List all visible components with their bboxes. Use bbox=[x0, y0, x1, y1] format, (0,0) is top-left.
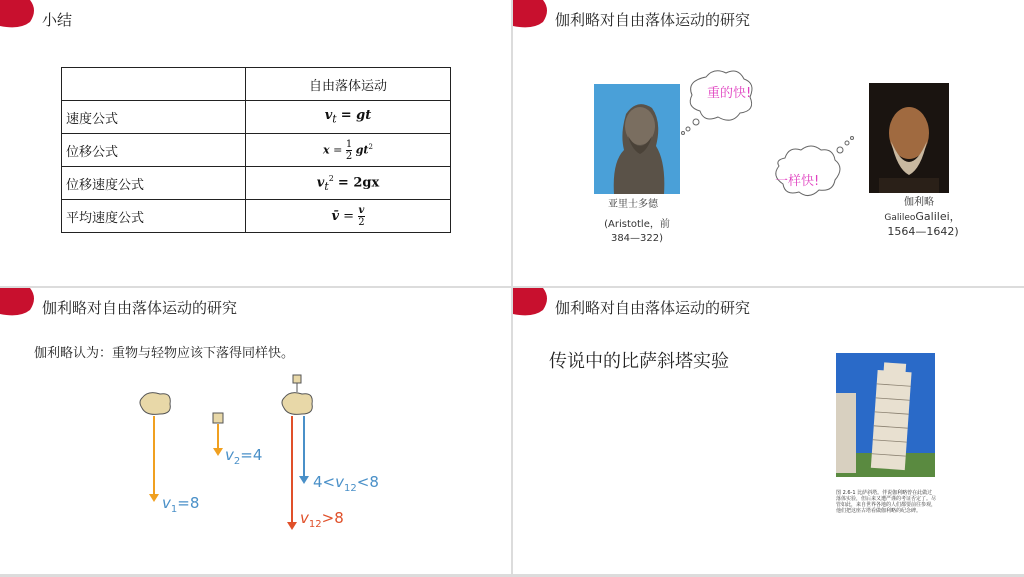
formula-velocity-displacement: $v_t^2 = 2gx$ bbox=[246, 167, 451, 200]
table-row bbox=[62, 200, 451, 233]
galileo-latin: GalileoGalilei， bbox=[884, 210, 961, 223]
aristotle-name: 亚里士多德 bbox=[608, 199, 658, 210]
tied-light-stone-icon bbox=[293, 375, 301, 383]
heavy-stone-icon bbox=[140, 393, 170, 415]
speech-bubble-left bbox=[678, 65, 758, 140]
table-row bbox=[62, 68, 451, 101]
aristotle-portrait bbox=[594, 84, 680, 194]
v2-label: $v_2=4$ bbox=[225, 446, 263, 467]
speech-bubble-right bbox=[767, 130, 857, 210]
row-label: 速度公式 bbox=[62, 101, 246, 134]
row-label: 位移公式 bbox=[62, 134, 246, 167]
table-row bbox=[62, 101, 451, 134]
light-stone-icon bbox=[213, 413, 223, 423]
galileo-name: 伽利略 bbox=[904, 197, 934, 208]
galileo-dates: 1564—1642) bbox=[887, 225, 959, 238]
pisa-text: 传说中的比萨斜塔实验 bbox=[549, 351, 729, 372]
galileo-portrait bbox=[869, 83, 949, 193]
svg-text:一样快!: 一样快! bbox=[775, 174, 820, 189]
slide-galileo-reasoning[interactable] bbox=[0, 288, 511, 574]
slide-corner-icon bbox=[0, 288, 38, 318]
v12-greater-label: $v_{12}>8$ bbox=[300, 509, 344, 530]
slide-pisa-tower[interactable] bbox=[513, 288, 1024, 574]
intro-text: 伽利略认为：重物与轻物应该下落得同样快。 bbox=[34, 346, 295, 361]
slide-corner-icon bbox=[513, 288, 551, 318]
formula-average-velocity: v̄ = $\frac{v}{2}$ bbox=[246, 200, 451, 233]
slide-corner-icon bbox=[0, 0, 38, 30]
slide-title: 小结 bbox=[42, 11, 73, 29]
slide-title: 伽利略对自由落体运动的研究 bbox=[42, 299, 238, 317]
tied-heavy-stone-icon bbox=[282, 393, 312, 415]
slide-summary[interactable] bbox=[0, 0, 511, 286]
slide-title: 伽利略对自由落体运动的研究 bbox=[555, 299, 751, 317]
formula-table bbox=[61, 67, 451, 233]
svg-text:重的快!: 重的快! bbox=[707, 86, 752, 101]
v1-label: $v_1=8$ bbox=[162, 494, 200, 515]
slide-title: 伽利略对自由落体运动的研究 bbox=[555, 11, 751, 29]
pisa-tower-photo bbox=[836, 353, 935, 477]
row-label: 位移速度公式 bbox=[62, 167, 246, 200]
table-row bbox=[62, 167, 451, 200]
aristotle-dates: (Aristotle，前 384—322) bbox=[604, 219, 670, 244]
formula-displacement: x = $\frac{1}{2}$ $gt^2$ bbox=[246, 134, 451, 167]
pisa-caption: 图 2.6-1 比萨斜塔。伴说伽利略曾在此做过落体实验，但后来又遭严谨的考证否定了。尽管如此，来自世界各地的人们都要前往参观，他们把这座古塔看做伽利略的纪念碑。 bbox=[836, 490, 937, 514]
formula-velocity: $v_t$ = gt bbox=[246, 101, 451, 134]
table-header: 自由落体运动 bbox=[246, 68, 451, 101]
table-row bbox=[62, 134, 451, 167]
v12-range-label: $4<v_{12}<8$ bbox=[313, 473, 379, 494]
row-label: 平均速度公式 bbox=[62, 200, 246, 233]
slide-corner-icon bbox=[513, 0, 551, 30]
slide-galileo-study[interactable] bbox=[513, 0, 1024, 286]
